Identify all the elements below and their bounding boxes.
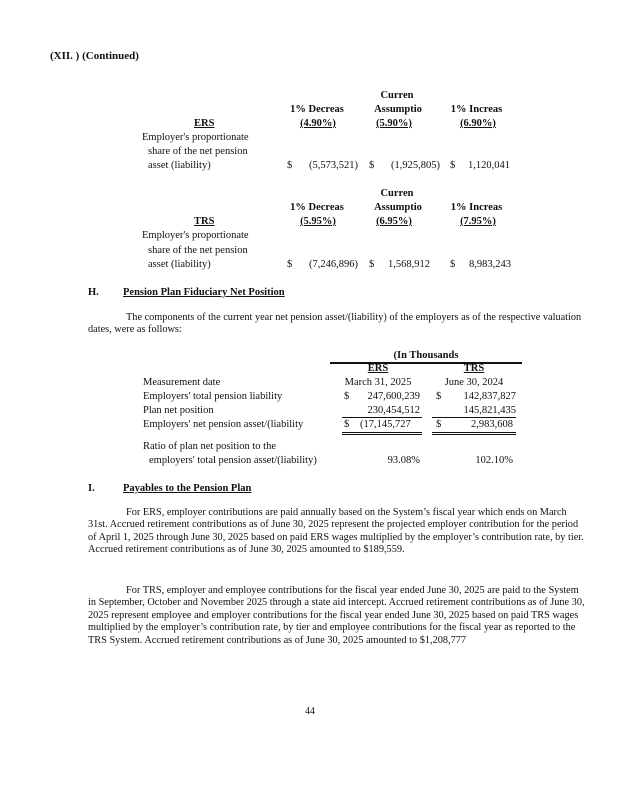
- total-double-rule: [432, 434, 516, 435]
- value-decrease: (5,573,521): [309, 160, 358, 171]
- dollar-sign: $: [450, 259, 456, 270]
- row-label: Plan net position: [143, 405, 214, 416]
- col-header-line1: Curren: [380, 188, 414, 199]
- ers-value: March 31, 2025: [344, 377, 412, 388]
- trs-value: 2,983,608: [471, 419, 513, 430]
- subtotal-rule: [342, 417, 422, 418]
- section-i-title: Payables to the Pension Plan: [123, 483, 252, 494]
- trs-value: 142,837,827: [463, 391, 516, 402]
- col-header-line1: Curren: [380, 90, 414, 101]
- total-double-rule: [342, 434, 422, 435]
- section-i-paragraph-trs: [88, 585, 588, 647]
- dollar-sign: $: [436, 419, 442, 430]
- section-i-letter: I.: [88, 483, 95, 494]
- value-increase: 1,120,041: [468, 160, 510, 171]
- paragraph-trs-text: For TRS, employer and employee contributions for the fiscal year ended June 30, 2025 are paid to the System in September, October and November 2025 through a state aid intercept. Accrued retirement contributions as of June 30, 2025 represent employee and employer contributions for the fiscal year ended June 30, 2025 based on paid TRS wages multiplied by the employer’s contribution rate, by tier and employee contributions for the fiscal year as reported to the TRS System. Accrued retirement contributions as of June 30, 2025 amounted to $1,208,777: [88, 585, 585, 646]
- row-label-line2: share of the net pension: [148, 245, 248, 256]
- section-heading: (XII. ) (Continued): [50, 50, 139, 62]
- row-label-line1: Employer's proportionate: [142, 230, 249, 241]
- dollar-sign: $: [344, 419, 350, 430]
- page-number: 44: [305, 706, 315, 717]
- total-double-rule: [342, 432, 422, 433]
- dollar-sign: $: [344, 391, 350, 402]
- rate-current: (5.90%): [376, 118, 412, 129]
- col-header-increase: 1% Increas: [450, 202, 503, 213]
- trs-value: June 30, 2024: [444, 377, 504, 388]
- ers-value: (17,145,727: [360, 419, 411, 430]
- value-current: 1,568,912: [388, 259, 430, 270]
- col-header-current: Assumptio: [374, 104, 422, 115]
- col-header-current: Assumptio: [374, 202, 422, 213]
- row-label: Employers' net pension asset/(liability: [143, 419, 304, 430]
- row-label: Measurement date: [143, 377, 221, 388]
- dollar-sign: $: [436, 391, 442, 402]
- total-double-rule: [432, 432, 516, 433]
- paragraph-ers-text: For ERS, employer contributions are paid annually based on the System’s fiscal year which ends on March 31st. Accrued retirement contributions as of June 30, 2025 represent the projected employer contribution for the period of April 1, 2025 through June 30, 2025 based on paid ERS wages multiplied by the employer’s contribution rate, by tier. Accrued retirement contributions as of June 30, 2025 amounted to $189,559.: [88, 507, 584, 556]
- rate-current: (6.95%): [376, 216, 412, 227]
- trs-value: 145,821,435: [463, 405, 516, 416]
- col-header-increase: 1% Increas: [450, 104, 503, 115]
- rate-increase: (6.90%): [460, 118, 496, 129]
- table-header: (In Thousands: [393, 350, 459, 361]
- row-label-line1: Employer's proportionate: [142, 132, 249, 143]
- row-label-line3: asset (liability): [148, 160, 211, 171]
- rate-increase: (7.95%): [460, 216, 496, 227]
- col-header-decrease: 1% Decreas: [290, 104, 344, 115]
- section-h-letter: H.: [88, 287, 99, 298]
- ratio-label-line2: employers' total pension asset/(liability): [149, 455, 317, 466]
- ers-value: 247,600,239: [367, 391, 420, 402]
- ratio-trs: 102.10%: [475, 455, 513, 466]
- subtotal-rule: [432, 417, 516, 418]
- trs-title: TRS: [194, 216, 215, 227]
- col-ers: ERS: [367, 363, 389, 374]
- value-current: (1,925,805): [391, 160, 440, 171]
- rate-decrease: (4.90%): [300, 118, 336, 129]
- rate-decrease: (5.95%): [300, 216, 336, 227]
- dollar-sign: $: [369, 259, 375, 270]
- section-h-paragraph: [88, 312, 588, 337]
- value-increase: 8,983,243: [469, 259, 511, 270]
- dollar-sign: $: [450, 160, 456, 171]
- row-label-line3: asset (liability): [148, 259, 211, 270]
- ratio-ers: 93.08%: [387, 455, 420, 466]
- col-header-decrease: 1% Decreas: [290, 202, 344, 213]
- dollar-sign: $: [369, 160, 375, 171]
- dollar-sign: $: [287, 160, 293, 171]
- section-h-paragraph-text: The components of the current year net pension asset/(liability) of the employers as of the respective valuation dates, were as follows:: [88, 312, 582, 336]
- ratio-label-line1: Ratio of plan net position to the: [143, 441, 276, 452]
- section-h-title: Pension Plan Fiduciary Net Position: [123, 287, 285, 298]
- section-i-paragraph-ers: [88, 507, 588, 557]
- value-decrease: (7,246,896): [309, 259, 358, 270]
- dollar-sign: $: [287, 259, 293, 270]
- col-trs: TRS: [463, 363, 485, 374]
- row-label: Employers' total pension liability: [143, 391, 283, 402]
- ers-title: ERS: [194, 118, 215, 129]
- ers-value: 230,454,512: [367, 405, 420, 416]
- row-label-line2: share of the net pension: [148, 146, 248, 157]
